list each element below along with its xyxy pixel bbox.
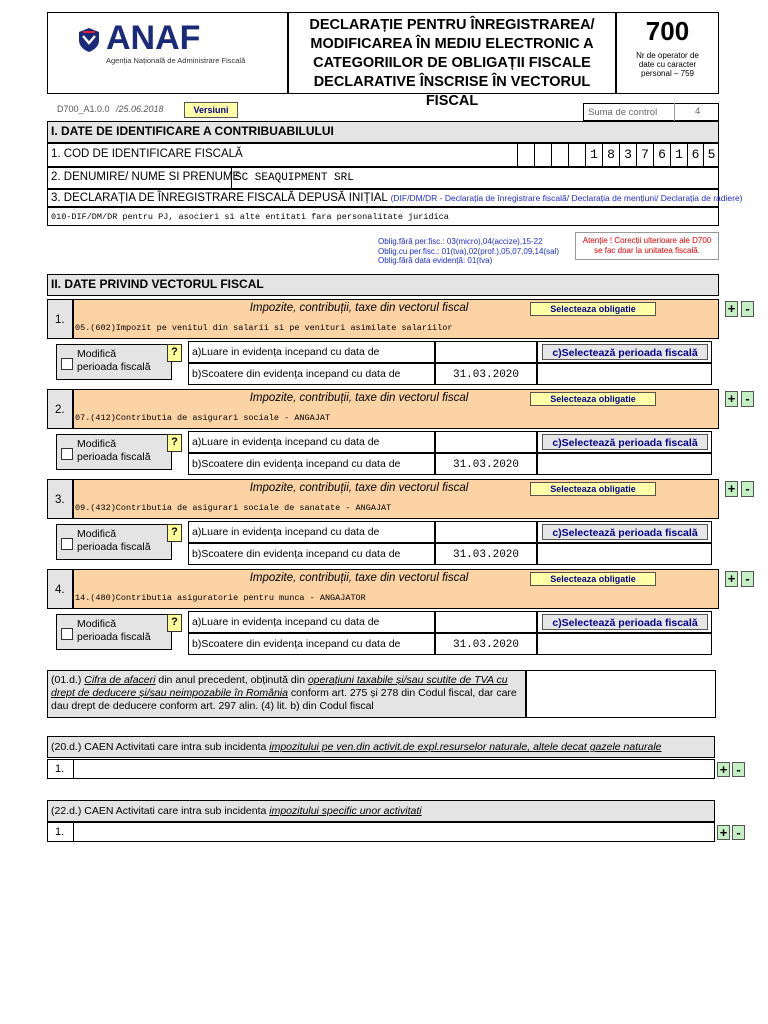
empty-cell: [537, 543, 712, 565]
turnover-label: [47, 670, 526, 718]
form-title: [288, 12, 616, 109]
items-header: Impozite, contribuții, taxe din vectorul fiscal: [249, 392, 469, 404]
logo-box: [47, 12, 288, 94]
caen22-field[interactable]: [74, 823, 714, 841]
cif-digit: 1: [670, 144, 687, 166]
turnover-lead: (01.d.): [51, 674, 85, 686]
item-number: 2.: [47, 389, 73, 429]
help-icon[interactable]: ?: [167, 614, 182, 632]
start-date-field[interactable]: [435, 521, 537, 543]
version-code: D700_A1.0.0: [57, 104, 110, 114]
checksum-label: Suma de control: [588, 107, 658, 118]
cif-digit-empty: [534, 144, 551, 166]
select-period-cell: [537, 341, 712, 363]
remove-button[interactable]: -: [741, 571, 754, 587]
item-obligation-row: [73, 299, 750, 339]
caen20-link: impozitului pe ven.din activit.de expl.resurselor naturale, altele decat gazele naturale: [269, 741, 662, 753]
add-button[interactable]: +: [725, 301, 738, 317]
item-obligation-row: [73, 569, 750, 609]
title-line: MODIFICAREA ÎN MEDIU ELECTRONIC A: [310, 36, 594, 52]
item-number: 4.: [47, 569, 73, 609]
item-number: 3.: [47, 479, 73, 519]
version-date: /25.06.2018: [116, 104, 164, 114]
select-obligation-button[interactable]: Selecteaza obligatie: [530, 482, 656, 496]
warning-note: [575, 232, 719, 260]
select-obligation-button[interactable]: Selecteaza obligatie: [530, 302, 656, 316]
start-label: a)Luare in evidența incepand cu data de: [188, 431, 435, 453]
obligations-note: [378, 237, 559, 266]
cif-digit: 1: [585, 144, 602, 166]
caen22-link: impozitului specific unor activitati: [269, 805, 422, 817]
modify-period-checkbox[interactable]: [61, 628, 73, 640]
form-number-box: [616, 12, 719, 94]
versions-button[interactable]: Versiuni: [184, 102, 238, 118]
empty-cell: [537, 363, 712, 385]
cif-digit: 3: [619, 144, 636, 166]
decl-label: 3. DECLARAȚIA DE ÎNREGISTRARE FISCALĂ DEPUSĂ INIȚIAL: [51, 192, 388, 204]
modify-period-label: Modifică perioada fiscală: [77, 438, 151, 463]
modify-period-checkbox[interactable]: [61, 358, 73, 370]
cif-label: 1. COD DE IDENTIFICARE FISCALĂ: [51, 148, 243, 160]
start-date-field[interactable]: [435, 341, 537, 363]
turnover-term: Cifra de afaceri: [84, 674, 156, 686]
items-header: Impozite, contribuții, taxe din vectorul fiscal: [249, 482, 469, 494]
caen20-field[interactable]: [74, 760, 714, 778]
cif-digits[interactable]: [517, 144, 719, 166]
turnover-operations: operațiuni taxabile și/sau scutite de TVA cu drept de deducere și/sau neimpozabile în România: [51, 674, 508, 699]
anaf-shield-icon: [78, 27, 100, 53]
select-period-cell: [537, 611, 712, 633]
select-period-cell: [537, 431, 712, 453]
turnover-text: din anul precedent, obținută din: [155, 674, 308, 686]
caen20-lead: (20.d.) CAEN Activitati care intra sub incidenta: [51, 741, 270, 753]
decl-note: (DIF/DM/DR - Declarația de înregistrare fiscală/ Declarația de mențiuni/ Declarația de radiere): [390, 193, 743, 203]
start-label: a)Luare in evidența incepand cu data de: [188, 521, 435, 543]
cif-digit: 6: [653, 144, 670, 166]
title-line: CATEGORIILOR DE OBLIGAȚII FISCALE: [313, 55, 591, 71]
obligation-value[interactable]: 14.(480)Contributia asiguratorie pentru munca - ANGAJATOR: [75, 593, 366, 603]
modify-period: [56, 344, 178, 380]
end-date-field[interactable]: 31.03.2020: [435, 363, 537, 385]
row-number: 1.: [48, 823, 74, 841]
section2-title: II. DATE PRIVIND VECTORUL FISCAL: [47, 274, 719, 296]
cif-digit: 6: [687, 144, 703, 166]
turnover-field[interactable]: [526, 670, 716, 718]
decl-row: [47, 189, 743, 207]
end-label: b)Scoatere din evidența incepand cu data de: [188, 453, 435, 475]
row-number: 1.: [48, 760, 74, 778]
note-line: Oblig.cu per.fisc.: 01(tva),02(prof.),05,07,09,14(sal): [378, 246, 559, 256]
add-button[interactable]: +: [717, 825, 730, 840]
caen22-label: [47, 800, 715, 822]
start-label: a)Luare in evidența incepand cu data de: [188, 341, 435, 363]
add-button[interactable]: +: [725, 571, 738, 587]
end-label: b)Scoatere din evidența incepand cu data de: [188, 633, 435, 655]
cif-digit-empty: [551, 144, 568, 166]
modify-period-checkbox[interactable]: [61, 538, 73, 550]
obligation-value[interactable]: 09.(432)Contributia de asigurari sociale de sanatate - ANGAJAT: [75, 503, 392, 513]
note-line: Oblig.fără data evidență: 01(tva): [378, 256, 493, 265]
remove-button[interactable]: -: [741, 301, 754, 317]
caen22-row: [47, 822, 715, 842]
decl-label-wrap: [48, 192, 743, 204]
end-label: b)Scoatere din evidența incepand cu data de: [188, 363, 435, 385]
select-obligation-button[interactable]: Selecteaza obligatie: [530, 392, 656, 406]
items-header: Impozite, contribuții, taxe din vectorul fiscal: [249, 302, 469, 314]
obligation-value[interactable]: 07.(412)Contributia de asigurari sociale - ANGAJAT: [75, 413, 331, 423]
name-field[interactable]: SC SEAQUIPMENT SRL: [231, 168, 718, 188]
checksum-value: 4: [674, 103, 719, 121]
modify-period-label: Modifică perioada fiscală: [77, 528, 151, 553]
logo-subtitle: Agenția Națională de Administrare Fiscală: [106, 56, 246, 65]
select-obligation-button[interactable]: Selecteaza obligatie: [530, 572, 656, 586]
help-icon[interactable]: ?: [167, 344, 182, 362]
section1-title: I. DATE DE IDENTIFICARE A CONTRIBUABILULUI: [47, 121, 719, 143]
item-number: 1.: [47, 299, 73, 339]
cif-digit: 8: [602, 144, 619, 166]
decl-field[interactable]: 010-DIF/DM/DR pentru PJ, asocieri si alte entitati fara personalitate juridica: [47, 207, 719, 226]
modify-period-label: Modifică perioada fiscală: [77, 618, 151, 643]
remove-button[interactable]: -: [732, 762, 745, 777]
caen20-label: [47, 736, 715, 758]
start-date-field[interactable]: [435, 611, 537, 633]
start-date-field[interactable]: [435, 431, 537, 453]
caen22-lead: (22.d.) CAEN Activitati care intra sub incidenta: [51, 805, 270, 817]
add-button[interactable]: +: [725, 481, 738, 497]
empty-cell: [537, 453, 712, 475]
operator-note: Nr de operator de date cu caracter personal – 759: [636, 51, 699, 78]
cif-row: [47, 143, 719, 167]
start-label: a)Luare in evidența incepand cu data de: [188, 611, 435, 633]
turnover-text: conform art. 275 și 278 din Codul fiscal, dar care dau drept de deducere conform art. 297 alin. (4) lit. b) din Codul fiscal: [51, 687, 517, 712]
title-line: DECLARAȚIE PENTRU ÎNREGISTRAREA/: [309, 17, 595, 33]
end-date-field[interactable]: 31.03.2020: [435, 543, 537, 565]
select-period-button[interactable]: c)Selectează perioada fiscală: [542, 614, 708, 630]
cif-digit: 5: [703, 144, 719, 166]
select-period-button[interactable]: c)Selectează perioada fiscală: [542, 524, 708, 540]
cif-digit-empty: [568, 144, 585, 166]
add-button[interactable]: +: [717, 762, 730, 777]
name-label: 2. DENUMIRE/ NUME SI PRENUME: [51, 171, 241, 183]
select-period-button[interactable]: c)Selectează perioada fiscală: [542, 344, 708, 360]
items-header: Impozite, contribuții, taxe din vectorul fiscal: [249, 572, 469, 584]
item-obligation-row: [73, 389, 750, 429]
logo-text: ANAF: [106, 19, 201, 57]
help-icon[interactable]: ?: [167, 434, 182, 452]
modify-period: [56, 434, 178, 470]
remove-button[interactable]: -: [741, 481, 754, 497]
select-period-cell: [537, 521, 712, 543]
modify-period-label: Modifică perioada fiscală: [77, 348, 151, 373]
remove-button[interactable]: -: [741, 391, 754, 407]
warning-line: se fac doar la unitatea fiscală.: [594, 246, 700, 255]
cif-digit-empty: [517, 144, 534, 166]
obligation-value[interactable]: 05.(602)Impozit pe venitul din salarii si pe venituri asimilate salariilor: [75, 323, 453, 333]
help-icon[interactable]: ?: [167, 524, 182, 542]
end-date-field[interactable]: 31.03.2020: [435, 453, 537, 475]
end-date-field[interactable]: 31.03.2020: [435, 633, 537, 655]
modify-period-checkbox[interactable]: [61, 448, 73, 460]
add-button[interactable]: +: [725, 391, 738, 407]
warning-line: Atenție ! Corecții ulterioare ale D700: [582, 236, 712, 245]
item-obligation-row: [73, 479, 750, 519]
form-number: 700: [645, 16, 690, 46]
name-row: [47, 167, 719, 189]
remove-button[interactable]: -: [732, 825, 745, 840]
empty-cell: [537, 633, 712, 655]
caen20-row: [47, 759, 715, 779]
cif-digit: 7: [636, 144, 653, 166]
title-line: DECLARATIVE ÎNSCRISE ÎN VECTORUL FISCAL: [313, 74, 591, 109]
modify-period: [56, 614, 178, 650]
note-line: Oblig.fără per.fisc.: 03(micro),04(accize),15-22: [378, 237, 543, 246]
end-label: b)Scoatere din evidența incepand cu data de: [188, 543, 435, 565]
modify-period: [56, 524, 178, 560]
select-period-button[interactable]: c)Selectează perioada fiscală: [542, 434, 708, 450]
checksum-box: [583, 103, 719, 121]
